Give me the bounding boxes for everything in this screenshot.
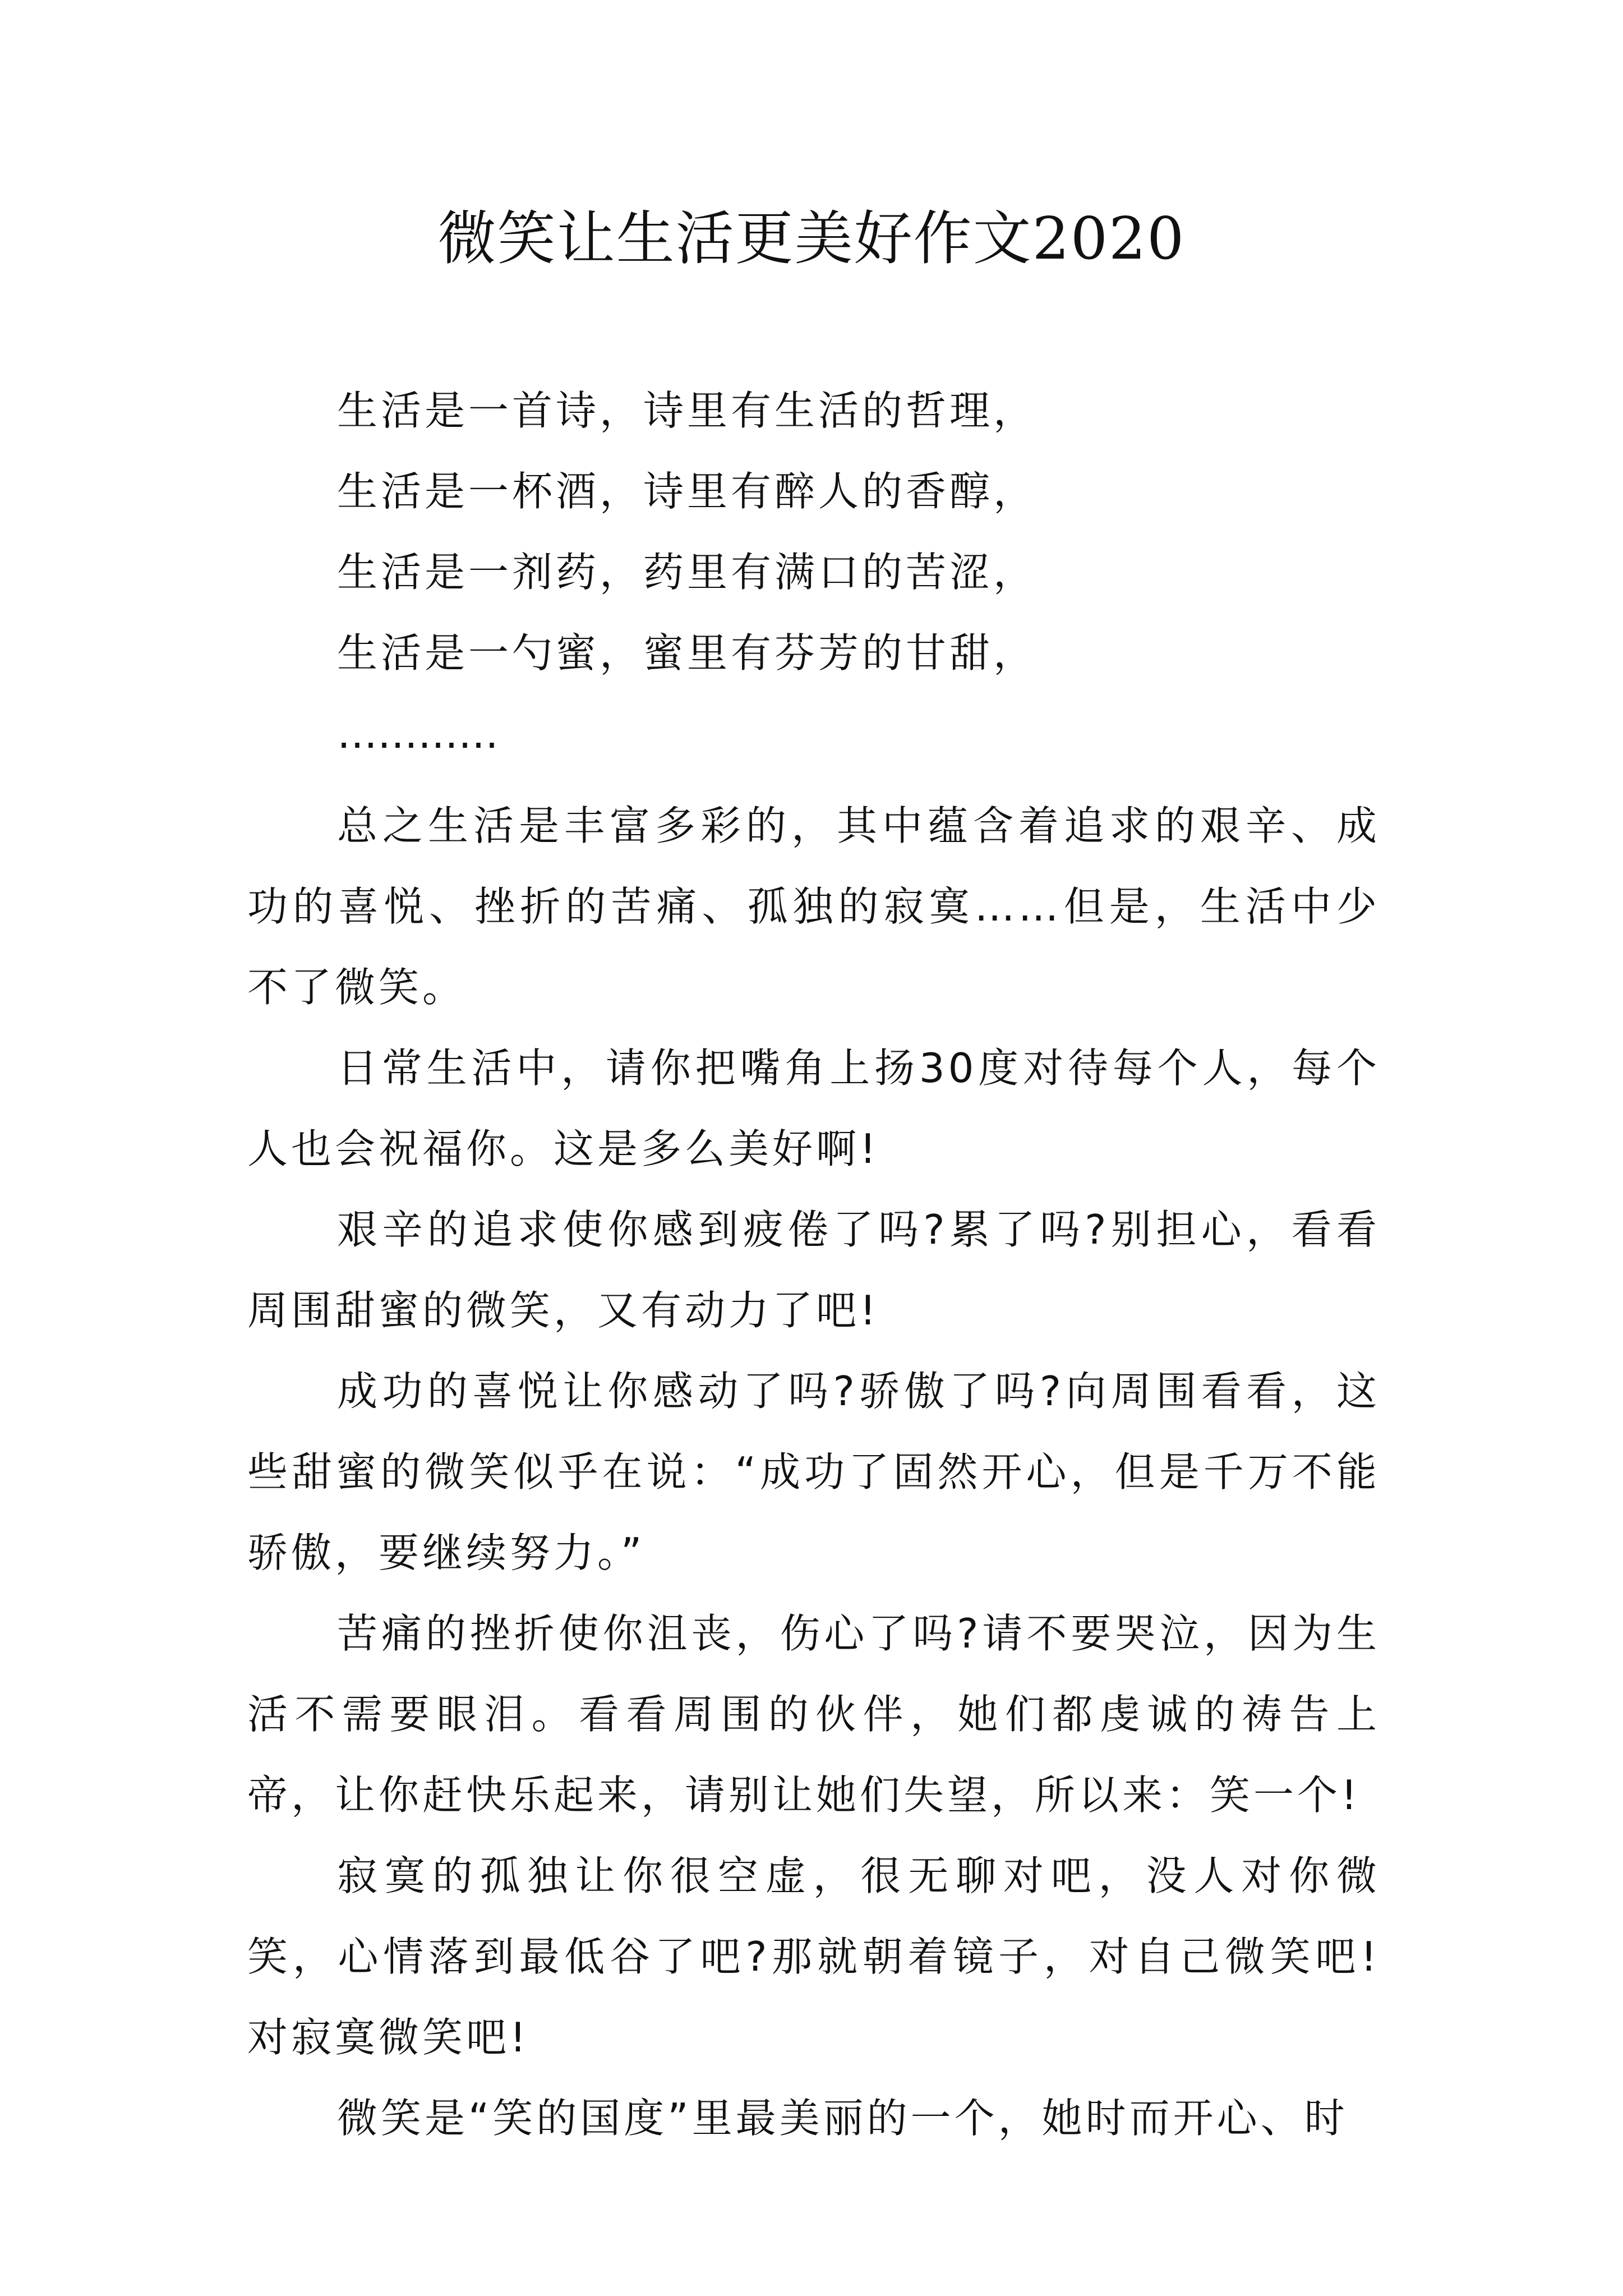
paragraph-1: 总之生活是丰富多彩的，其中蕴含着追求的艰辛、成功的喜悦、挫折的苦痛、孤独的寂寞……但是，生活中少不了微笑。 [247, 802, 1380, 1011]
paragraph-4: 成功的喜悦让你感动了吗?骄傲了吗?向周围看看，这些甜蜜的微笑似乎在说：“成功了固然开心，但是千万不能骄傲，要继续努力。” [247, 1368, 1380, 1576]
document-body [247, 370, 1380, 2159]
poem-line-2: 生活是一杯酒，诗里有醉人的香醇， [337, 468, 1038, 515]
poem-ellipsis: ………… [337, 710, 499, 757]
paragraph-3: 艰辛的追求使你感到疲倦了吗?累了吗?别担心，看看周围甜蜜的微笑，又有动力了吧! [247, 1206, 1380, 1334]
paragraph-7: 微笑是“笑的国度”里最美丽的一个，她时而开心、时 [337, 2095, 1348, 2142]
document-title: 微笑让生活更美好作文2020 [437, 204, 1186, 273]
poem-line-1: 生活是一首诗，诗里有生活的哲理， [337, 387, 1038, 434]
paragraph-6: 寂寞的孤独让你很空虚，很无聊对吧，没人对你微笑，心情落到最低谷了吧?那就朝着镜子，对自己微笑吧!对寂寞微笑吧! [247, 1852, 1380, 2061]
poem-line-3: 生活是一剂药，药里有满口的苦涩， [337, 549, 1038, 596]
paragraph-2: 日常生活中，请你把嘴角上扬30度对待每个人，每个人也会祝福你。这是多么美好啊! [247, 1045, 1380, 1172]
poem-line-4: 生活是一勺蜜，蜜里有芬芳的甘甜， [337, 629, 1038, 677]
paragraph-5: 苦痛的挫折使你沮丧，伤心了吗?请不要哭泣，因为生活不需要眼泪。看看周围的伙伴，她们都虔诚的祷告上帝，让你赶快乐起来，请别让她们失望，所以来：笑一个! [247, 1610, 1380, 1819]
